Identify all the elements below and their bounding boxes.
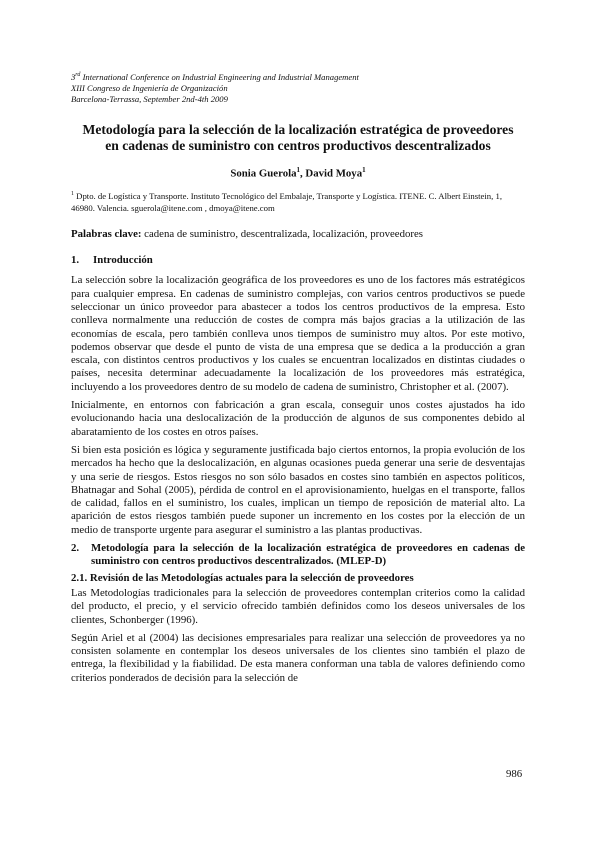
conference-header — [71, 70, 525, 105]
affiliation: $^1$ Dpto. de Logística y Transporte. Instituto Tecnológico del Embalaje, Transporte y Logística. ITENE. C. Albert Einstein, 1, 46980. Valencia. sguerola@itene.com , dmoya@itene.com — [71, 191, 502, 214]
section-1-paragraph: Inicialmente, en entornos con fabricación a gran escala, conseguir unos costes ajustados ha ido evolucionando hacia una deslocalización de la producción de algunos de sus componentes debido al abaratamiento de los costes en otros países. — [71, 399, 525, 438]
section-1-paragraph: La selección sobre la localización geográfica de los proveedores es uno de los factores más estratégicos para cualquier empresa. En cadenas de suministro complejas, con varios centros productivos se puede seleccionar un único proveedor para abastecer a todos los centros productivos de la empresa. Esto conlleva normalmente una reducción de costes de compra más bajos gracias a la utilización de las economías de escala, pero también conlleva unos tiempos de suministro muy altos. Por este motivo, podemos observar que desde el punto de vista de una empresa que se dedica a la producción a gran escala, con distintos centros productivos y los cuales se encuentran localizados en distintas ciudades o países, necesita determinar adecuadamente la localización de los proveedores más estratégica, incluyendo a los proveedores dentro de su modelo de cadena de suministro, Christopher et al. (2007). — [71, 274, 525, 393]
conference-line-2: XIII Congreso de Ingeniería de Organización — [71, 82, 228, 93]
section-2-1-heading: 2.1. Revisión de las Metodologías actuales para la selección de proveedores — [71, 571, 414, 584]
conference-line-3: Barcelona-Terrassa, September 2nd-4th 2009 — [71, 93, 228, 104]
section-2-1-paragraph: Según Ariel et al (2004) las decisiones empresariales para realizar una selección de proveedores ya no consisten solamente en contemplar los deseos universales de los clientes sino también el plazo de entrega, la flexibilidad y la fiabilidad. De esta manera conforman una tabla de valores definiendo como criterios ponderados de decisión para la selección de — [71, 631, 525, 684]
paper-title: Metodología para la selección de la localización estratégica de proveedores en cadenas de suministro con centros productivos descentralizados — [82, 121, 514, 153]
page-number: 986 — [506, 768, 523, 780]
paper-page — [71, 70, 525, 690]
section-2-1-paragraph: Las Metodologías tradicionales para la selección de proveedores contemplan criterios como la calidad del producto, el precio, y el servicio ofrecido también definidos como los deseos universales de los clientes, Schonberger (1996). — [71, 586, 525, 626]
authors: Sonia Guerola$^1$, David Moya$^1$ — [230, 165, 366, 180]
conference-line-1: 3rd International Conference on Industrial Engineering and Industrial Management — [71, 71, 359, 82]
section-1-heading: 1. Introducción — [71, 254, 153, 267]
section-1-paragraph: Si bien esta posición es lógica y seguramente justificada bajo ciertos entornos, la propia evolución de los mercados ha hecho que la deslocalización, en algunas ocasiones pueda generar una serie de desventajas y una serie de riesgos. Estos riesgos no son sólo basados en costes sino también en aspectos políticos, Bhatnagar and Sohal (2005), pérdida de control en el aprovisionamiento, huelgas en el transporte, fallos de calidad, fallos en el suministro, los cuales, implican un tiempo de reposición de material alto. La aparición de estos riesgos también puede suponer un incremento en los costes por la elección de un medio de transporte urgente para asegurar el suministro a las plantas productivas. — [71, 443, 525, 536]
section-2-heading: 2. Metodología para la selección de la localización estratégica de proveedores en cadenas de suministro con centros productivos descentralizados. (MLEP-D) — [71, 541, 525, 567]
keywords: Palabras clave: cadena de suministro, descentralizada, localización, proveedores — [71, 228, 423, 241]
